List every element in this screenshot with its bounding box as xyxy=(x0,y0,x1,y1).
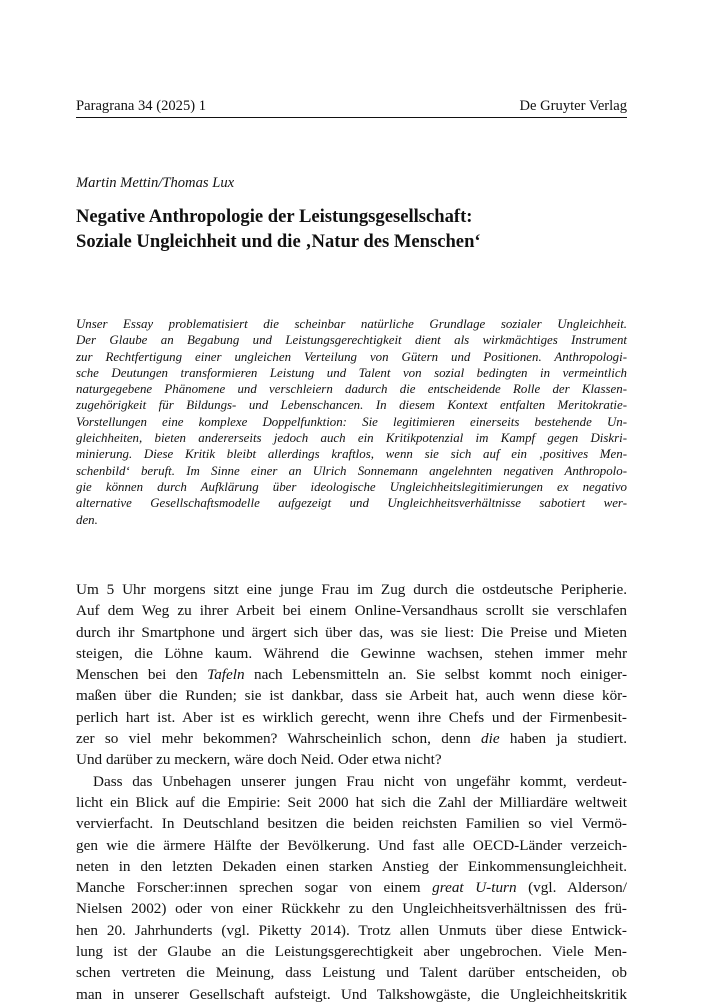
paragraph-1 xyxy=(76,579,627,771)
body-line: hen 20. Jahrhunderts (vgl. Piketty 2014). Trotz allen Unmuts über diese Entwick- xyxy=(76,921,627,939)
abstract-line: schenbild‘ beruft. Im Sinne einer an Ulrich Sonnemann angelehnten negativen Anthropolo- xyxy=(76,463,627,478)
body-line xyxy=(76,728,627,749)
abstract-line: Unser Essay problematisiert die scheinbar natürliche Grundlage sozialer Ungleichheit. xyxy=(76,317,627,331)
title-line: Soziale Ungleichheit und die ‚Natur des Menschen‘ xyxy=(76,231,481,252)
body-text-run: Menschen bei den xyxy=(76,666,208,684)
body-line: vervierfacht. In Deutschland besitzen die beiden reichsten Familien so viel Vermö- xyxy=(76,815,627,833)
abstract-line: zur Rechtfertigung einer ungleichen Verteilung von Gütern und Positionen. Anthropologi- xyxy=(76,349,627,364)
body-line: neten in den letzten Dekaden einen starken Anstieg der Einkommensungleichheit. xyxy=(76,857,627,875)
abstract-line: Vorstellungen eine komplexe Doppelfunktion: Sie legitimieren einerseits bestehende Un- xyxy=(76,414,627,429)
body-line: steigen, die Löhne kaum. Während die Gewinne wachsen, stehen immer mehr xyxy=(76,644,627,662)
abstract-line: den. xyxy=(76,512,98,527)
abstract-line: gleichheiten, bieten andererseits jedoch auch ein Kritikpotenzial im Kampf gegen Diskri- xyxy=(76,431,627,446)
body-line xyxy=(76,877,627,898)
emphasis-tafeln: Tafeln xyxy=(207,666,245,684)
body-line: Um 5 Uhr morgens sitzt eine junge Frau im Zug durch die ostdeutsche Peripherie. xyxy=(76,581,627,598)
abstract-line: minierung. Diese Kritik bleibt allerdings kraftlos, wenn sie sich auf ein ‚positives Men- xyxy=(76,447,627,462)
body-text-run: nach Lebensmitteln an. Sie selbst kommt noch einiger- xyxy=(244,666,627,684)
body-text xyxy=(76,579,627,1005)
abstract-line: gie können durch Aufklärung über ideologische Ungleichheitslegitimierungen ex negativo xyxy=(76,479,627,494)
journal-citation: Paragrana 34 (2025) 1 xyxy=(76,98,207,114)
body-line: Und darüber zu meckern, wäre doch Neid. Oder etwa nicht? xyxy=(76,751,442,769)
body-text-run: (vgl. Alderson/ xyxy=(516,879,627,897)
article-authors: Martin Mettin/Thomas Lux xyxy=(76,175,235,191)
title-line: Negative Anthropologie der Leistungsgesellschaft: xyxy=(76,206,473,227)
emphasis-great-u-turn: great U-turn xyxy=(432,879,517,897)
body-line: lung ist der Glaube an die Leistungsgerechtigkeit aber ungebrochen. Viele Men- xyxy=(76,943,627,961)
abstract-line: naturgegebene Phänomene und verschleiern dadurch die entscheidende Rolle der Klassen- xyxy=(76,382,627,397)
body-line: maßen über die Runden; sie ist dankbar, dass sie Arbeit hat, auch wenn diese kör- xyxy=(76,687,627,705)
body-line: gen wie die ärmere Hälfte der Bevölkerung. Und fast alle OECD-Länder verzeich- xyxy=(76,836,627,854)
publisher-name: De Gruyter Verlag xyxy=(519,98,627,114)
body-line: perlich hart ist. Aber ist es wirklich gerecht, wenn ihre Chefs und der Firmenbesit- xyxy=(76,708,627,726)
body-line xyxy=(76,664,627,685)
body-line: man in unserer Gesellschaft aufsteigt. Und Talkshowgäste, die Ungleichheitskritik xyxy=(76,985,627,1003)
body-line: Auf dem Weg zu ihrer Arbeit bei einem Online-Versandhaus scrollt sie verschlafen xyxy=(76,602,627,620)
article-title xyxy=(76,204,636,254)
body-line: licht ein Blick auf die Empirie: Seit 2000 hat sich die Zahl der Milliardäre weltweit xyxy=(76,793,627,811)
body-text-run: haben ja studiert. xyxy=(499,730,628,748)
emphasis-die: die xyxy=(481,730,500,748)
abstract-line: alternative Gesellschaftsmodelle aufgezeigt und Ungleichheitsverhältnisse sabotiert wer- xyxy=(76,496,627,511)
running-head xyxy=(76,97,627,118)
abstract-line: zugehörigkeit für Bildungs- und Lebenschancen. In diesem Kontext entfalten Meritokratie- xyxy=(76,398,627,413)
body-line: schen vertreten die Meinung, dass Leistung und Talent darüber entscheiden, ob xyxy=(76,964,627,982)
abstract-line: sche Deutungen transformieren Leistung und Talent von sozial bedingten in vermeintlich xyxy=(76,365,627,380)
body-text-run: Manche Forscher:innen sprechen sogar von einem xyxy=(76,879,433,897)
body-line: Nielsen 2002) oder von einer Rückkehr zu den Ungleichheitsverhältnissen des frü- xyxy=(76,900,627,918)
body-text-run: zer so viel mehr bekommen? Wahrscheinlich schon, denn xyxy=(76,730,482,748)
body-line: Dass das Unbehagen unserer jungen Frau nicht von ungefähr kommt, verdeut- xyxy=(93,772,627,790)
body-line: durch ihr Smartphone und ärgert sich über das, was sie liest: Die Preise und Mieten xyxy=(76,623,627,641)
paragraph-2 xyxy=(76,771,627,1005)
abstract-line: Der Glaube an Begabung und Leistungsgerechtigkeit dient als wirkmächtiges Instrument xyxy=(76,333,627,348)
abstract xyxy=(76,316,627,528)
